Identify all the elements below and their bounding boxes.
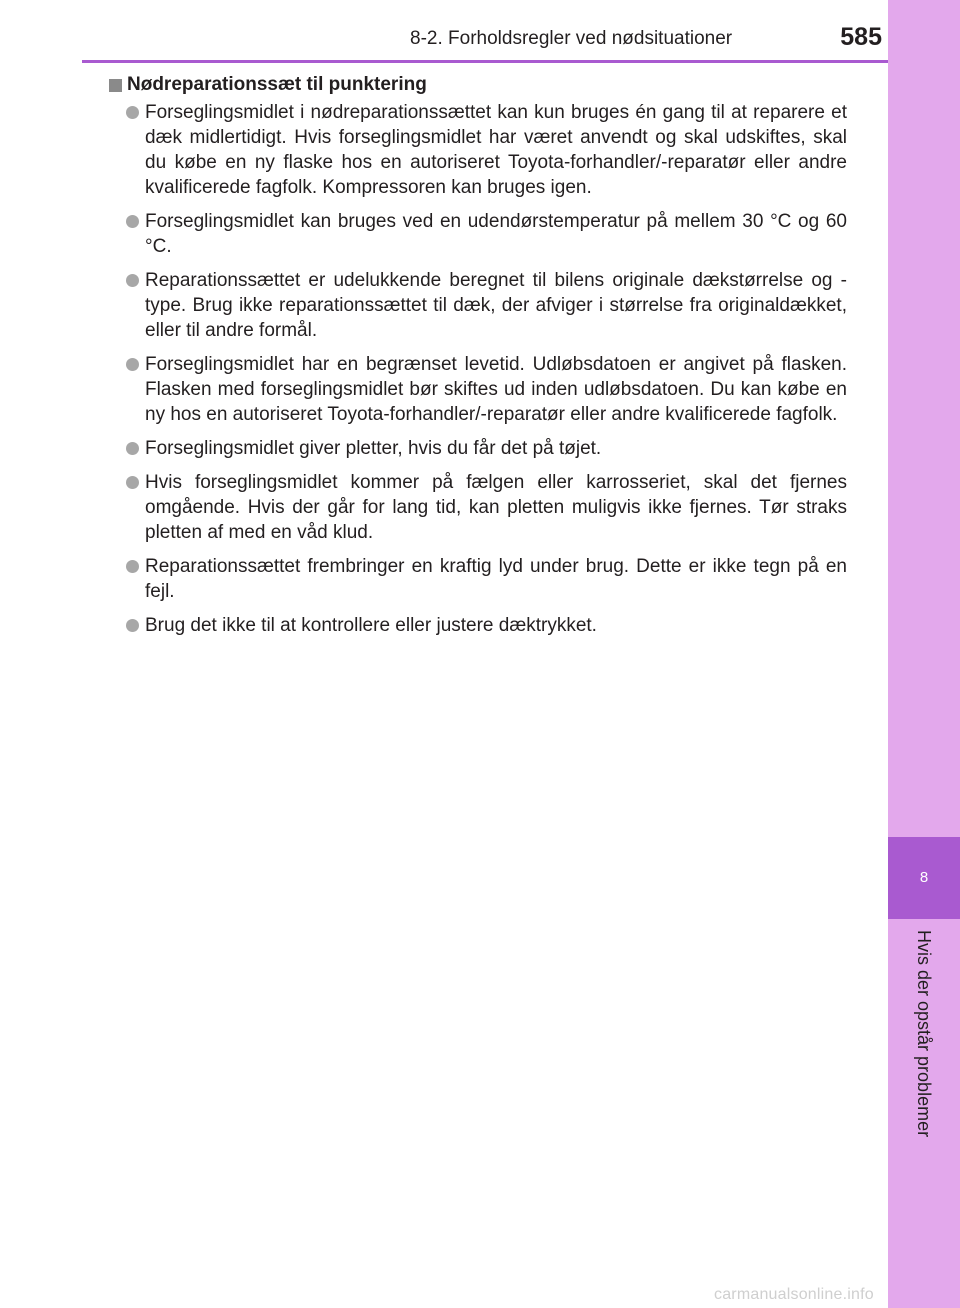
bullet-list	[107, 100, 847, 638]
main-content	[107, 72, 847, 647]
list-item-text: Brug det ikke til at kontrollere eller justere dæktrykket.	[145, 615, 597, 636]
circle-bullet-icon	[126, 560, 139, 573]
list-item-text: Forseglingsmidlet kan bruges ved en udendørstemperatur på mellem 30 °C og 60 °C.	[145, 211, 847, 257]
list-item-text: Reparationssættet er udelukkende beregnet til bilens originale dækstørrelse og -type. Brug ikke reparationssættet til dæk, der afviger i størrelse fra originaldækket, eller til andre formål.	[145, 270, 847, 341]
list-item-text: Forseglingsmidlet i nødreparationssættet kan kun bruges én gang til at reparere et dæk midlertidigt. Hvis forseglingsmidlet har været anvendt og skal udskiftes, skal du købe en ny flaske hos en autoriseret Toyota-forhandler/-reparatør eller andre kvalificerede fagfolk. Kompressoren kan bruges igen.	[145, 102, 847, 198]
list-item-text: Hvis forseglingsmidlet kommer på fælgen eller karrosseriet, skal det fjernes omgående. Hvis der går for lang tid, kan pletten muligvis ikke fjernes. Tør straks pletten af med en våd klud.	[145, 472, 847, 543]
header-title: 8-2. Forholdsregler ved nødsituationer	[410, 28, 733, 49]
circle-bullet-icon	[126, 476, 139, 489]
circle-bullet-icon	[126, 106, 139, 119]
section-heading	[107, 72, 847, 98]
header-rule	[82, 60, 888, 63]
circle-bullet-icon	[126, 358, 139, 371]
page-number: 585	[840, 23, 882, 51]
list-item	[107, 268, 847, 343]
list-item	[107, 209, 847, 259]
list-item	[107, 436, 847, 461]
list-item	[107, 554, 847, 604]
circle-bullet-icon	[126, 619, 139, 632]
list-item-text: Reparationssættet frembringer en kraftig lyd under brug. Dette er ikke tegn på en fejl.	[145, 556, 847, 602]
list-item	[107, 470, 847, 545]
chapter-label: Hvis der opstår problemer	[914, 930, 934, 1138]
watermark: carmanualsonline.info	[714, 1286, 874, 1303]
list-item-text: Forseglingsmidlet giver pletter, hvis du får det på tøjet.	[145, 438, 602, 459]
circle-bullet-icon	[126, 442, 139, 455]
square-bullet-icon	[109, 79, 122, 92]
list-item	[107, 352, 847, 427]
list-item-text: Forseglingsmidlet har en begrænset levetid. Udløbsdatoen er angivet på flasken. Flasken med forseglingsmidlet bør skiftes ud inden udløbsdatoen. Du kan købe en ny hos en autoriseret Toyota-forhandler/-reparatør eller andre kvalificerede fagfolk.	[145, 354, 847, 425]
circle-bullet-icon	[126, 215, 139, 228]
circle-bullet-icon	[126, 274, 139, 287]
section-heading-text: Nødreparationssæt til punktering	[127, 74, 427, 95]
list-item	[107, 100, 847, 200]
list-item	[107, 613, 847, 638]
chapter-number: 8	[888, 837, 960, 919]
